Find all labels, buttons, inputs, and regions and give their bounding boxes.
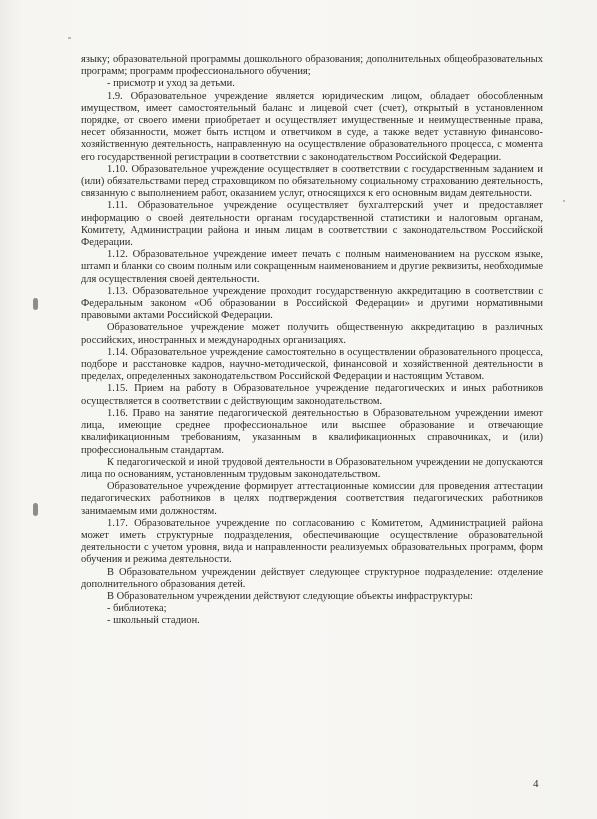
- paragraph: 1.10. Образовательное учреждение осуществляет в соответствии с государственным заданием и (или) обязательствами перед страховщиком по обязательному социальному страхованию деятельность, связанную с выполнением работ, оказанием услуг, относящихся к его основным видам деятельности.: [81, 163, 543, 200]
- paragraph: Образовательное учреждение формирует аттестационные комиссии для проведения аттестации педагогических работников в целях подтверждения соответствия педагогических работников занимаемым ими должностям.: [81, 481, 543, 517]
- page-number: 4: [533, 778, 539, 790]
- paragraph: языку; образовательной программы дошкольного образования; дополнительных общеобразовательных программ; программ профессионального обучения;: [81, 54, 543, 78]
- paragraph: В Образовательном учреждении действует следующее структурное подразделение: отделение дополнительного образования детей.: [81, 566, 543, 590]
- list-item: - библиотека;: [107, 603, 167, 615]
- paragraph: К педагогической и иной трудовой деятельности в Образовательном учреждении не допускаются лица по основаниям, установленным трудовым законодательством.: [81, 456, 543, 480]
- document-body: [81, 54, 543, 628]
- punch-hole-bottom: [33, 503, 38, 516]
- paragraph: 1.13. Образовательное учреждение проходит государственную аккредитацию в соответствии с Федеральным законом «Об образовании в Российской Федерации» и другими нормативными правовыми актами Российской Федерации.: [81, 285, 543, 322]
- paragraph: 1.16. Право на занятие педагогической деятельностью в Образовательном учреждении имеют лица, имеющие среднее профессиональное или высшее образование и отвечающие квалификационным требованиям, указанным в квалификационных справочниках, и (или) профессиональным стандартам.: [81, 407, 543, 456]
- paragraph: 1.11. Образовательное учреждение осуществляет бухгалтерский учет и предоставляет информацию о своей деятельности органам государственной статистики и налоговым органам, Комитету, Администрации района и иным лицам в соответствии с законодательством Российской Федерации.: [81, 200, 543, 249]
- paragraph: 1.14. Образовательное учреждение самостоятельно в осуществлении образовательного процесса, подборе и расстановке кадров, научно-методической, финансовой и хозяйственной деятельности в пределах, определенных законодательством Российской Федерации и настоящим Уставом.: [81, 346, 543, 383]
- scan-mark: [68, 37, 71, 39]
- punch-hole-top: [33, 298, 38, 310]
- paragraph: 1.15. Прием на работу в Образовательное учреждение педагогических и иных работников осуществляется в соответствии с действующим законодательством.: [81, 383, 543, 407]
- list-item: - школьный стадион.: [107, 615, 200, 627]
- paragraph: 1.12. Образовательное учреждение имеет печать с полным наименованием на русском языке, штамп и бланки со своим полным или сокращенным наименованием и другие реквизиты, необходимые для осуществления своей деятельности.: [81, 249, 543, 285]
- paragraph: Образовательное учреждение может получить общественную аккредитацию в различных российских, иностранных и международных организациях.: [81, 322, 543, 346]
- paragraph: 1.9. Образовательное учреждение является юридическим лицом, обладает обособленным имуществом, имеет самостоятельный баланс и лицевой счет (счет), открытый в установленном порядке, от своего имени приобретает и осуществляет имущественные и неимущественные права, несет обязанности, может быть истцом и ответчиком в суде, а также ведет уставную финансово-хозяйственную деятельность, направленную на осуществление образовательного процесса, с момента его государственной регистрации в соответствии с законодательством Российской Федерации.: [81, 90, 543, 163]
- list-item: - присмотр и уход за детьми.: [107, 78, 235, 90]
- paragraph: В Образовательном учреждении действуют следующие объекты инфраструктуры:: [107, 590, 473, 602]
- paragraph: 1.17. Образовательное учреждение по согласованию с Комитетом, Администрацией района может иметь структурные подразделения, обеспечивающие осуществление образовательной деятельности с учетом уровня, вида и направленности реализуемых образовательных программ, форм обучения и режима деятельности.: [81, 517, 543, 566]
- scan-mark: [563, 200, 565, 202]
